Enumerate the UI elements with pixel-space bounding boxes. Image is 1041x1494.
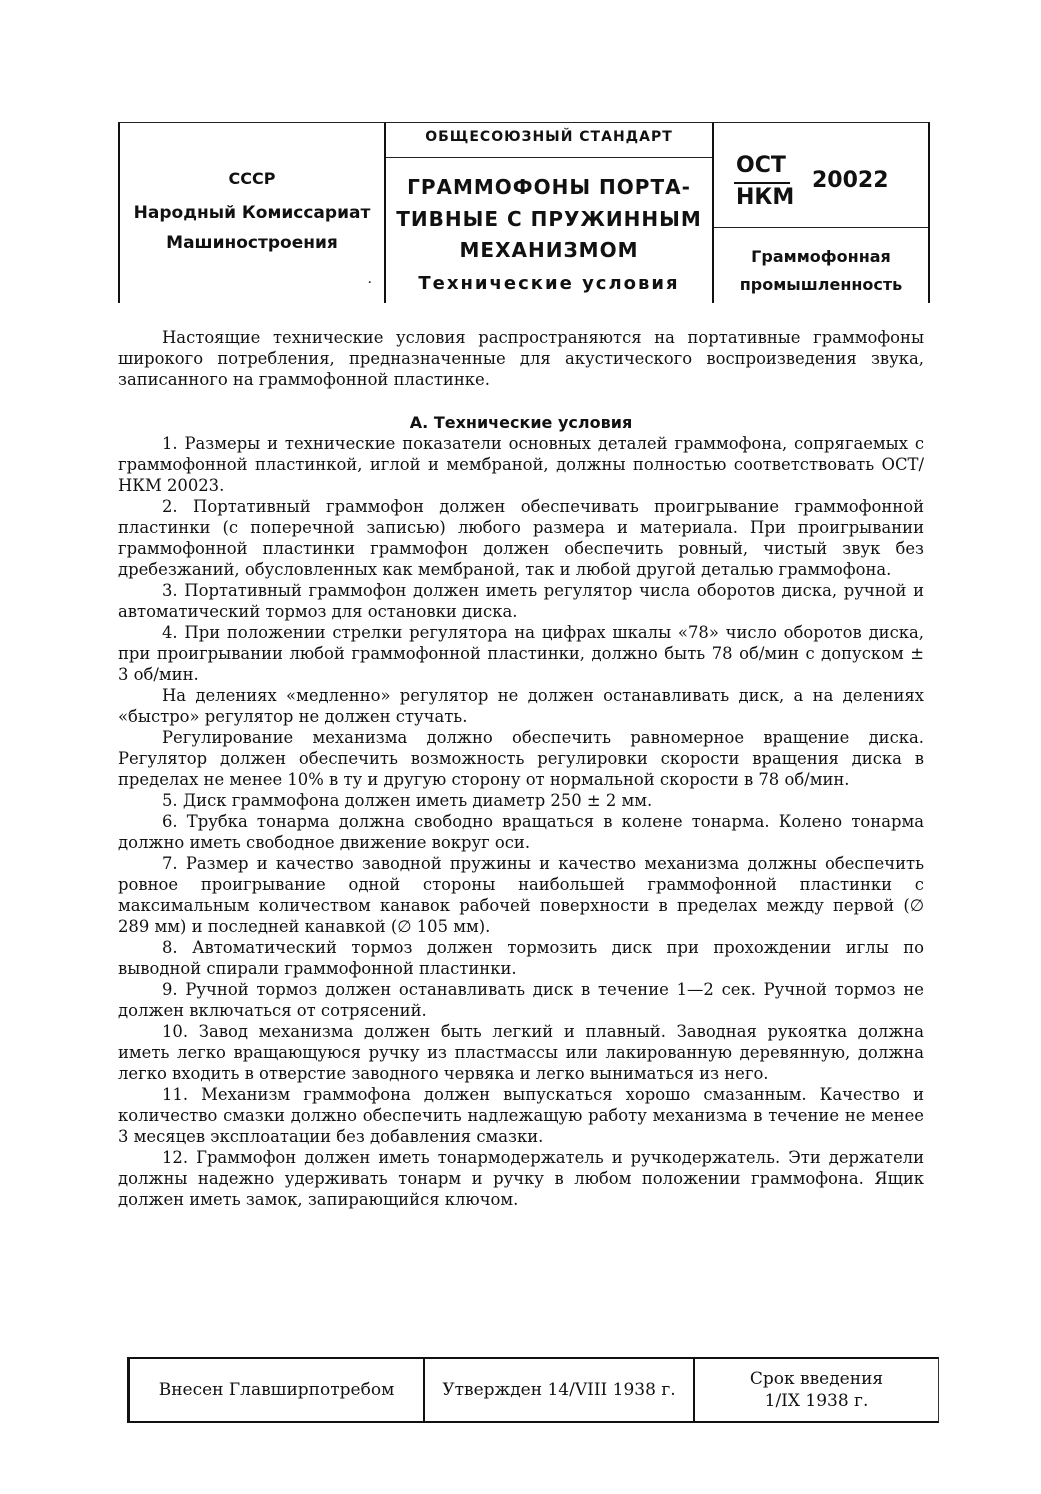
standard-type: ОБЩЕСОЮЗНЫЙ СТАНДАРТ [425, 129, 673, 145]
code-divider [714, 227, 928, 228]
clause-8: 8. Автоматический тормоз должен тормозить диск при прохождении иглы по выводной спирали граммофонной пластинки. [118, 938, 924, 978]
industry-line-1: Граммофонная [751, 247, 891, 266]
standard-code-top: ОСТ [736, 153, 786, 178]
document-title-line-2: ТИВНЫЕ С ПРУЖИННЫМ [396, 207, 702, 231]
ministry-label: Машиностроения [166, 233, 338, 253]
cell-mark: . [367, 271, 372, 287]
clause-7: 7. Размер и качество заводной пружины и качество механизма должны обеспечить ровное проигрывание одной стороны наибольшей граммофонной пластинки с максимальным количеством канавок рабочей поверхности в пределах между первой (∅ 289 мм) и последней канавкой (∅ 105 мм). [118, 854, 924, 936]
clause-12: 12. Граммофон должен иметь тонармодержатель и ручкодержатель. Эти держатели должны надежно удерживать тонарм и ручку в любом положении граммофона. Ящик должен иметь замок, запирающийся ключом. [118, 1148, 924, 1209]
effective-date: 1/IX 1938 г. [764, 1391, 869, 1411]
clause-2: 2. Портативный граммофон должен обеспечивать проигрывание граммофонной пластинки (с поперечной записью) любого размера и материала. При проигрывании граммофонной пластинки граммофон должен обеспечить ровный, чистый звук без дребезжаний, обусловленных как мембраной, так и любой другой деталью граммофона. [118, 497, 924, 579]
approval-footer-table [127, 1357, 939, 1423]
clause-1: 1. Размеры и технические показатели основных деталей граммофона, сопрягаемых с граммофонной пластинкой, иглой и мембраной, должны полностью соответствовать ОСТ/НКМ 20023. [118, 434, 924, 495]
clause-5: 5. Диск граммофона должен иметь диаметр 250 ± 2 мм. [162, 791, 653, 810]
code-cell [714, 123, 928, 303]
title-divider [386, 157, 712, 158]
clause-4: 4. При положении стрелки регулятора на цифрах шкалы «78» число оборотов диска, при проигрывании любой граммофонной пластинки, должно быть 78 об/мин с допуском ± 3 об/мин. [118, 623, 924, 684]
clause-10: 10. Завод механизма должен быть легкий и плавный. Заводная рукоятка должна иметь легко вращающуюся ручку из пластмассы или лакированную деревянную, должна легко входить в отверстие заводного червяка и легко выниматься из него. [118, 1022, 924, 1083]
effective-cell [695, 1359, 938, 1421]
code-fraction-line [734, 182, 790, 184]
standard-header-table [118, 122, 930, 303]
title-cell [386, 123, 714, 303]
document-body [118, 327, 924, 1210]
clause-4-regulation: Регулирование механизма должно обеспечить равномерное вращение диска. Регулятор должен обеспечить возможность регулировки скорости вращения диска в пределах не менее 10% в ту и другую сторону от нормальной скорости в 78 об/мин. [118, 728, 924, 789]
introduced-by-cell [130, 1359, 425, 1421]
clause-3: 3. Портативный граммофон должен иметь регулятор числа оборотов диска, ручной и автоматический тормоз для остановки диска. [118, 581, 924, 621]
document-title-line-1: ГРАММОФОНЫ ПОРТА- [407, 175, 691, 199]
approved-cell [425, 1359, 695, 1421]
section-heading: А. Технические условия [409, 413, 633, 432]
organization-label: Народный Комиссариат [133, 203, 371, 223]
effective-label: Срок введения [749, 1369, 884, 1389]
clause-4-slow-fast: На делениях «медленно» регулятор не должен останавливать диск, а на делениях «быстро» регулятор не должен стучать. [118, 686, 924, 726]
standard-number: 20022 [812, 168, 889, 193]
clause-9: 9. Ручной тормоз должен останавливать диск в течение 1—2 сек. Ручной тормоз не должен включаться от сотрясений. [118, 980, 924, 1020]
intro-paragraph: Настоящие технические условия распространяются на портативные граммофоны широкого потребления, предназначенные для акустического воспроизведения звука, записанного на граммофонной пластинке. [118, 328, 924, 389]
document-subtitle: Технические условия [418, 273, 680, 294]
issuer-cell [120, 123, 386, 303]
country-label: СССР [228, 169, 276, 188]
clause-6: 6. Трубка тонарма должна свободно вращаться в колене тонарма. Колено тонарма должно иметь свободное движение вокруг оси. [118, 812, 924, 852]
document-title-line-3: МЕХАНИЗМОМ [459, 238, 639, 262]
standard-code-bottom: НКМ [736, 185, 795, 210]
clause-11: 11. Механизм граммофона должен выпускаться хорошо смазанным. Качество и количество смазки должно обеспечить надлежащую работу механизма в течение не менее 3 месяцев эксплоатации без добавления смазки. [118, 1085, 924, 1146]
industry-line-2: промышленность [739, 275, 903, 294]
approval-date: Утвержден 14/VIII 1938 г. [442, 1380, 676, 1400]
introduced-by: Внесен Главширпотребом [158, 1380, 395, 1400]
